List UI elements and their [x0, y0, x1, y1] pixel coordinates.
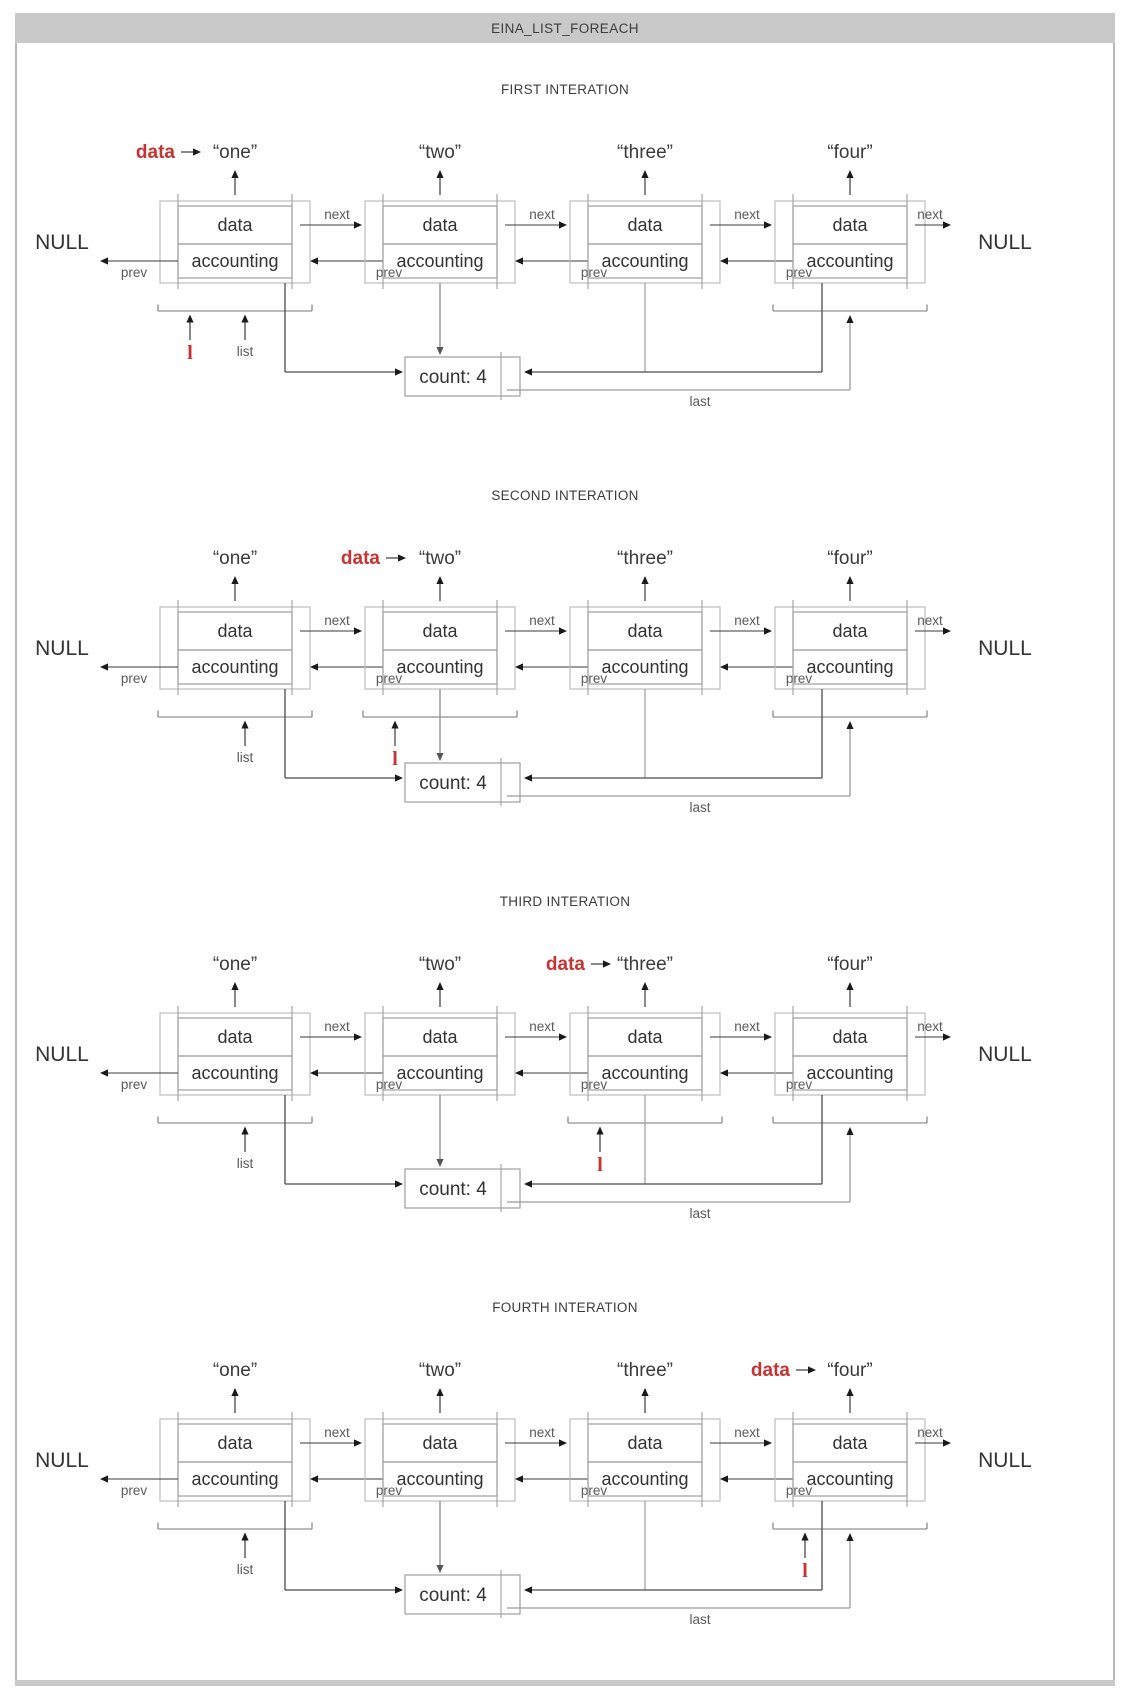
next-label: next — [917, 1425, 943, 1440]
list-label: list — [236, 344, 254, 359]
node-accounting-label: accounting — [191, 1063, 279, 1083]
next-label: next — [734, 207, 760, 222]
null-left-label: NULL — [35, 1449, 89, 1472]
node-accounting-label: accounting — [806, 1469, 894, 1489]
data-pointer-label: data — [545, 954, 585, 975]
up-arrow-head — [641, 170, 648, 178]
string-label: “four” — [827, 142, 873, 163]
l-arrow-head — [801, 1533, 808, 1541]
next-label: next — [324, 613, 350, 628]
next-arrow-head — [559, 1033, 567, 1040]
null-right-label: NULL — [978, 637, 1032, 660]
next-arrow-head — [764, 1439, 772, 1446]
node-accounting-label: accounting — [396, 251, 484, 271]
list-label: list — [236, 1562, 254, 1577]
string-label: “three” — [617, 954, 673, 975]
next-label: next — [917, 1019, 943, 1034]
prev-label: prev — [375, 265, 403, 280]
count-label: count: 4 — [419, 367, 487, 388]
node-data-label: data — [422, 1433, 458, 1453]
null-left-label: NULL — [35, 231, 89, 254]
node-accounting-label: accounting — [806, 657, 894, 677]
up-arrow-head — [641, 982, 648, 990]
node-data-label: data — [422, 215, 458, 235]
prev-arrow-head — [310, 663, 318, 670]
up-arrow-head — [436, 170, 443, 178]
string-label: “four” — [827, 1360, 873, 1381]
prev-label: prev — [580, 1077, 608, 1092]
prev-label: prev — [375, 1077, 403, 1092]
string-label: “one” — [212, 1360, 258, 1381]
iteration-title: THIRD INTERATION — [499, 894, 631, 909]
prev-arrow-head — [100, 257, 108, 264]
next-arrow-head — [354, 1439, 362, 1446]
data-pointer-arrow-head — [808, 1366, 816, 1373]
up-arrow-head — [641, 576, 648, 584]
node-accounting-label: accounting — [191, 1469, 279, 1489]
node-data-label: data — [422, 1027, 458, 1047]
next-arrow-head — [764, 627, 772, 634]
prev-arrow-head — [515, 663, 523, 670]
count-in-top-head — [436, 1159, 443, 1167]
next-label: next — [917, 613, 943, 628]
node-data-label: data — [217, 1027, 253, 1047]
up-arrow-head — [846, 1388, 853, 1396]
null-left-label: NULL — [35, 637, 89, 660]
last-arrow-head — [846, 1127, 853, 1135]
node-data-label: data — [832, 1027, 868, 1047]
string-label: “one” — [212, 548, 258, 569]
count-label: count: 4 — [419, 773, 487, 794]
count-in-top-head — [436, 753, 443, 761]
prev-arrow-head — [515, 1069, 523, 1076]
last-arrow-head — [846, 315, 853, 323]
next-arrow-head — [354, 627, 362, 634]
next-arrow-head — [354, 1033, 362, 1040]
prev-label: prev — [120, 1483, 148, 1498]
next-label: next — [917, 207, 943, 222]
l-label: l — [187, 342, 193, 364]
prev-label: prev — [785, 1483, 813, 1498]
up-arrow-head — [846, 170, 853, 178]
prev-arrow-head — [100, 1069, 108, 1076]
string-label: “one” — [212, 142, 258, 163]
string-label: “two” — [418, 1360, 462, 1381]
prev-arrow-head — [720, 663, 728, 670]
prev-arrow-head — [310, 1475, 318, 1482]
up-arrow-head — [231, 1388, 238, 1396]
node-accounting-label: accounting — [396, 1063, 484, 1083]
last-arrow-head — [846, 1533, 853, 1541]
string-label: “four” — [827, 954, 873, 975]
node-data-label: data — [832, 215, 868, 235]
count-in-top-head — [436, 1565, 443, 1573]
node-accounting-label: accounting — [601, 657, 689, 677]
count-in-top-head — [436, 347, 443, 355]
node-data-label: data — [217, 621, 253, 641]
count-in-right-head — [524, 368, 532, 375]
prev-label: prev — [580, 1483, 608, 1498]
prev-label: prev — [785, 1077, 813, 1092]
last-label: last — [689, 800, 711, 815]
next-label: next — [529, 1425, 555, 1440]
last-label: last — [689, 1206, 711, 1221]
prev-arrow-head — [720, 257, 728, 264]
up-arrow-head — [846, 982, 853, 990]
string-label: “two” — [418, 548, 462, 569]
next-label: next — [734, 1425, 760, 1440]
string-label: “one” — [212, 954, 258, 975]
l-label: l — [597, 1154, 603, 1176]
node-data-label: data — [627, 1433, 663, 1453]
node-accounting-label: accounting — [191, 657, 279, 677]
next-arrow-head — [764, 221, 772, 228]
next-label: next — [529, 207, 555, 222]
list-label: list — [236, 1156, 254, 1171]
node-data-label: data — [627, 1027, 663, 1047]
string-label: “three” — [617, 548, 673, 569]
l-arrow-head — [186, 315, 193, 323]
iteration-title: FIRST INTERATION — [500, 82, 630, 97]
null-left-label: NULL — [35, 1043, 89, 1066]
list-arrow-head — [241, 1533, 248, 1541]
prev-label: prev — [120, 671, 148, 686]
data-pointer-label: data — [135, 142, 175, 163]
data-pointer-arrow-head — [398, 554, 406, 561]
prev-label: prev — [785, 671, 813, 686]
list-arrow-head — [241, 315, 248, 323]
iteration-title: FOURTH INTERATION — [492, 1300, 638, 1315]
count-in-left-head — [395, 1586, 403, 1593]
next-arrow-head — [943, 221, 951, 228]
node-data-label: data — [832, 1433, 868, 1453]
node-accounting-label: accounting — [806, 1063, 894, 1083]
prev-label: prev — [580, 671, 608, 686]
prev-arrow-head — [310, 257, 318, 264]
iteration-title: SECOND INTERATION — [491, 488, 639, 503]
count-label: count: 4 — [419, 1179, 487, 1200]
node-accounting-label: accounting — [396, 657, 484, 677]
count-in-right-head — [524, 1586, 532, 1593]
prev-label: prev — [785, 265, 813, 280]
l-arrow-head — [391, 721, 398, 729]
up-arrow-head — [231, 576, 238, 584]
count-in-right-head — [524, 1180, 532, 1187]
up-arrow-head — [436, 982, 443, 990]
null-right-label: NULL — [978, 1043, 1032, 1066]
l-label: l — [802, 1560, 808, 1582]
last-arrow-head — [846, 721, 853, 729]
last-label: last — [689, 394, 711, 409]
list-arrow-head — [241, 721, 248, 729]
up-arrow-head — [846, 576, 853, 584]
string-label: “three” — [617, 142, 673, 163]
next-label: next — [734, 613, 760, 628]
string-label: “two” — [418, 954, 462, 975]
next-label: next — [324, 207, 350, 222]
up-arrow-head — [231, 170, 238, 178]
next-arrow-head — [559, 1439, 567, 1446]
prev-arrow-head — [100, 1475, 108, 1482]
prev-label: prev — [120, 265, 148, 280]
l-arrow-head — [596, 1127, 603, 1135]
next-label: next — [324, 1425, 350, 1440]
next-label: next — [529, 1019, 555, 1034]
next-arrow-head — [354, 221, 362, 228]
count-label: count: 4 — [419, 1585, 487, 1606]
node-data-label: data — [422, 621, 458, 641]
data-pointer-arrow-head — [603, 960, 611, 967]
l-label: l — [392, 748, 398, 770]
prev-label: prev — [375, 1483, 403, 1498]
node-data-label: data — [217, 215, 253, 235]
data-pointer-label: data — [750, 1360, 790, 1381]
up-arrow-head — [436, 1388, 443, 1396]
prev-arrow-head — [515, 257, 523, 264]
count-in-left-head — [395, 1180, 403, 1187]
string-label: “two” — [418, 142, 462, 163]
prev-label: prev — [580, 265, 608, 280]
list-arrow-head — [241, 1127, 248, 1135]
node-accounting-label: accounting — [601, 251, 689, 271]
string-label: “three” — [617, 1360, 673, 1381]
next-label: next — [734, 1019, 760, 1034]
next-arrow-head — [559, 627, 567, 634]
string-label: “four” — [827, 548, 873, 569]
up-arrow-head — [641, 1388, 648, 1396]
prev-arrow-head — [720, 1069, 728, 1076]
node-accounting-label: accounting — [601, 1469, 689, 1489]
next-arrow-head — [559, 221, 567, 228]
data-pointer-label: data — [340, 548, 380, 569]
next-label: next — [529, 613, 555, 628]
up-arrow-head — [231, 982, 238, 990]
count-in-left-head — [395, 368, 403, 375]
node-data-label: data — [627, 621, 663, 641]
page-title: EINA_LIST_FOREACH — [491, 20, 639, 36]
count-in-right-head — [524, 774, 532, 781]
node-accounting-label: accounting — [191, 251, 279, 271]
prev-label: prev — [375, 671, 403, 686]
null-right-label: NULL — [978, 231, 1032, 254]
prev-label: prev — [120, 1077, 148, 1092]
null-right-label: NULL — [978, 1449, 1032, 1472]
node-accounting-label: accounting — [396, 1469, 484, 1489]
node-data-label: data — [832, 621, 868, 641]
next-label: next — [324, 1019, 350, 1034]
next-arrow-head — [943, 1033, 951, 1040]
prev-arrow-head — [515, 1475, 523, 1482]
up-arrow-head — [436, 576, 443, 584]
node-data-label: data — [217, 1433, 253, 1453]
node-accounting-label: accounting — [806, 251, 894, 271]
last-label: last — [689, 1612, 711, 1627]
prev-arrow-head — [720, 1475, 728, 1482]
count-in-left-head — [395, 774, 403, 781]
prev-arrow-head — [310, 1069, 318, 1076]
next-arrow-head — [943, 1439, 951, 1446]
prev-arrow-head — [100, 663, 108, 670]
next-arrow-head — [764, 1033, 772, 1040]
node-accounting-label: accounting — [601, 1063, 689, 1083]
list-label: list — [236, 750, 254, 765]
node-data-label: data — [627, 215, 663, 235]
next-arrow-head — [943, 627, 951, 634]
data-pointer-arrow-head — [193, 148, 201, 155]
